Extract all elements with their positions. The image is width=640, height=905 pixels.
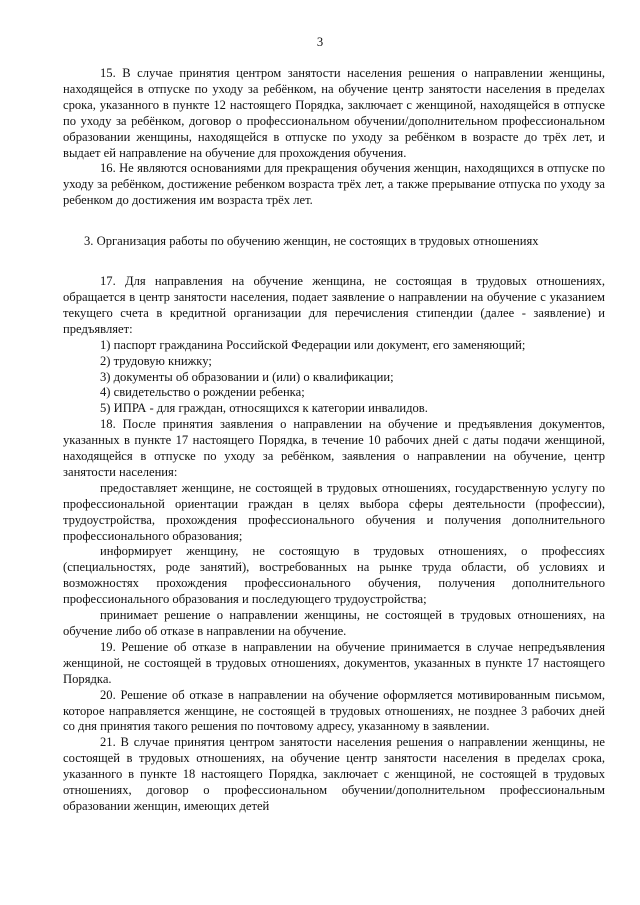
paragraph-21: 21. В случае принятия центром занятости населения решения о направлении женщины, не состоящей в трудовых отношениях, на обучение центр занятости населения в пределах срока, указанного в пункте 18 настоящего Порядка, заключает с женщиной, не состоящей в трудовых отношениях, договор о профессиональном обучении/дополнительном профессиональным образовании женщин, имеющих детей xyxy=(63,735,605,813)
paragraph-16: 16. Не являются основаниями для прекращения обучения женщин, находящихся в отпуске по уходу за ребёнком, достижение ребенком возраста трёх лет, а также прерывание отпуска по уходу за ребенком до достижения им возраста трёх лет. xyxy=(63,161,605,208)
page-number: 3 xyxy=(316,35,324,49)
paragraph-19: 19. Решение об отказе в направлении на обучение принимается в случае непредъявления женщиной, не состоящей в трудовых отношениях, документов, указанных в пункте 17 настоящего Порядка. xyxy=(63,639,605,686)
paragraph-17-item-1: 1) паспорт гражданина Российской Федерации или документ, его заменяющий; xyxy=(100,337,526,352)
paragraph-15: 15. В случае принятия центром занятости населения решения о направлении женщины, находящейся в отпуске по уходу за ребёнком, на обучение центр занятости населения в пределах срока, указанного в пункте 12 настоящего Порядка, заключает с женщиной, находящейся в отпуске по уходу за ребёнком, договор о профессиональном обучении/дополнительном профессиональном образовании женщины, находящейся в отпуске по уходу за ребёнком в возрасте до трёх лет, и выдает ей направление на обучение для прохождения обучения. xyxy=(63,66,605,160)
paragraph-18-item-3: принимает решение о направлении женщины, не состоящей в трудовых отношениях, на обучение либо об отказе в направлении на обучение. xyxy=(63,608,605,638)
section-heading: 3. Организация работы по обучению женщин, не состоящих в трудовых отношениях xyxy=(84,234,539,249)
paragraph-17: 17. Для направления на обучение женщина, не состоящая в трудовых отношениях, обращается в центр занятости населения, подает заявление о направлении на обучение с указанием текущего счета в кредитной организации для перечисления стипендии (далее - заявление) и предъявляет: xyxy=(63,274,605,336)
paragraph-18-item-1: предоставляет женщине, не состоящей в трудовых отношениях, государственную услугу по профессиональной ориентации граждан в целях выбора сферы деятельности (профессии), трудоустройства, прохождения профессионального обучения и получения дополнительного профессионального образования; xyxy=(63,480,605,543)
paragraph-20: 20. Решение об отказе в направлении на обучение оформляется мотивированным письмом, которое направляется женщине, не состоящей в трудовых отношениях, не позднее 3 рабочих дней со дня принятия такого решения по почтовому адресу, указанному в заявлении. xyxy=(63,687,605,734)
document-body xyxy=(63,66,605,815)
paragraph-17-item-3: 3) документы об образовании и (или) о квалификации; xyxy=(100,369,394,384)
paragraph-17-item-2: 2) трудовую книжку; xyxy=(100,353,212,368)
paragraph-17-item-5: 5) ИПРА - для граждан, относящихся к категории инвалидов. xyxy=(100,401,428,416)
paragraph-18: 18. После принятия заявления о направлении на обучение и предъявления документов, указанных в пункте 17 настоящего Порядка, в течение 10 рабочих дней с даты подачи женщиной, находящейся в отпуске по уходу за ребёнком, заявления о направлении на обучение, центр занятости населения: xyxy=(63,417,605,479)
paragraph-18-item-2: информирует женщину, не состоящую в трудовых отношениях, о профессиях (специальностях, роде занятий), востребованных на рынке труда области, об условиях и возможностях прохождения профессионального обучения, получения дополнительного профессионального образования и последующего трудоустройства; xyxy=(63,544,605,607)
paragraph-17-item-4: 4) свидетельство о рождении ребенка; xyxy=(100,385,305,400)
